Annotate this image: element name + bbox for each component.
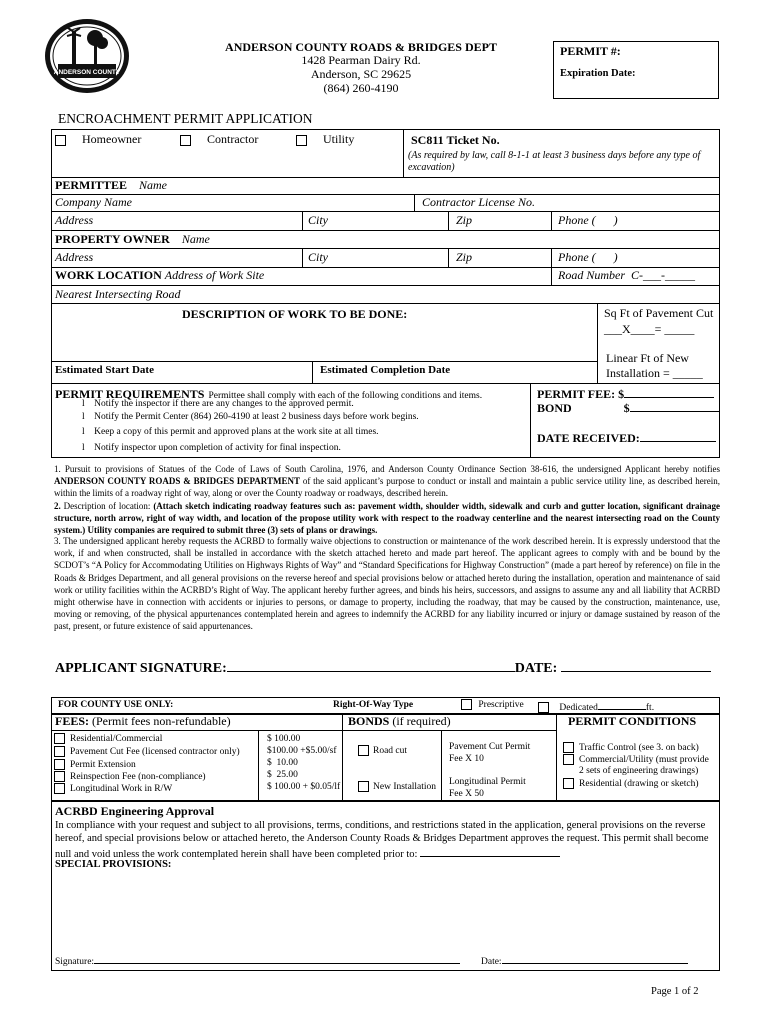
nearest-intersecting-road-field[interactable]: Nearest Intersecting Road bbox=[55, 287, 181, 301]
contractor-label: Contractor bbox=[207, 132, 259, 146]
form-title: ENCROACHMENT PERMIT APPLICATION bbox=[58, 111, 313, 126]
installation-field[interactable]: Installation = _____ bbox=[606, 366, 703, 380]
fee-amount: $100.00 +$5.00/sf bbox=[267, 746, 337, 756]
requirement-item: l Notify the Permit Center (864) 260-4190 at least 2 business days before work begins. bbox=[82, 412, 419, 422]
owner-address-field[interactable]: Address bbox=[55, 250, 94, 264]
utility-checkbox[interactable] bbox=[296, 135, 307, 146]
fee-amount: $ 100.00 + $0.05/lf bbox=[267, 782, 341, 792]
requirements-label: PERMIT REQUIREMENTS bbox=[55, 387, 205, 401]
description-area[interactable] bbox=[52, 323, 596, 361]
dept-address-2: Anderson, SC 29625 bbox=[310, 67, 412, 81]
approval-heading: ACRBD Engineering Approval bbox=[55, 804, 215, 818]
dept-phone: (864) 260-4190 bbox=[323, 81, 399, 95]
homeowner-label: Homeowner bbox=[82, 132, 142, 146]
applicant-type-utility[interactable] bbox=[296, 132, 354, 147]
fee-row[interactable]: Residential/Commercial bbox=[54, 733, 162, 744]
approval-text: In compliance with your request and subject to all provisions, terms, conditions, and restrictions stated in the application, general provisions on the reverse hereof, and special provisions below or attached hereto, the Anderson County Roads & Bridges Department approves the request. This permit shall become null and void unless the work contemplated herein shall have been completed prior to: bbox=[55, 820, 709, 860]
svg-text:ANDERSON COUNTY: ANDERSON COUNTY bbox=[53, 69, 121, 76]
fee-amount: $ 100.00 bbox=[267, 734, 301, 744]
company-name-field[interactable]: Company Name bbox=[55, 195, 132, 209]
permittee-address-field[interactable]: Address bbox=[55, 213, 94, 227]
est-start-date-field[interactable]: Estimated Start Date bbox=[55, 364, 154, 376]
road-number-field[interactable]: Road Number C-___-_____ bbox=[558, 268, 695, 282]
owner-row bbox=[55, 232, 210, 247]
fee-row[interactable]: Pavement Cut Fee (licensed contractor only) bbox=[54, 746, 240, 757]
row-type-label: Right-Of-Way Type bbox=[333, 700, 414, 710]
contractor-checkbox[interactable] bbox=[180, 135, 191, 146]
requirement-item: l Notify the inspector if there are any changes to the approved permit. bbox=[82, 399, 354, 409]
applicant-type-homeowner[interactable] bbox=[55, 132, 141, 147]
dept-address-1: 1428 Pearman Dairy Rd. bbox=[301, 53, 421, 67]
utility-label: Utility bbox=[323, 132, 355, 146]
fees-heading: FEES: (Permit fees non-refundable) bbox=[55, 714, 231, 728]
est-completion-date-field[interactable]: Estimated Completion Date bbox=[320, 364, 451, 376]
fee-amount: $ 25.00 bbox=[267, 770, 298, 780]
permittee-city-field[interactable]: City bbox=[308, 213, 328, 227]
description-label: DESCRIPTION OF WORK TO BE DONE: bbox=[182, 307, 408, 321]
terms-paragraph-1: 1. Pursuit to provisions of Statues of the Code of Laws of South Carolina, 1976, and Anderson County Ordinance Section 38-616, the undersigned Applicant hereby notifies ANDERSON COUNTY ROADS & BRIDGES DEPARTMENT of the said applicant’s purpose to conduct or install and maintain a public service utility line, as described herein, within the limits of a roadway right of way, along or over the County roadway or roadways, described herein. bbox=[54, 464, 720, 499]
fee-row[interactable]: Longitudinal Work in R/W bbox=[54, 783, 172, 794]
expiration-date-label: Expiration Date: bbox=[560, 68, 636, 79]
condition-residential[interactable]: Residential (drawing or sketch) bbox=[563, 778, 699, 789]
work-location-row[interactable] bbox=[55, 268, 264, 283]
sq-ft-formula[interactable]: ___X____= _____ bbox=[604, 322, 695, 336]
fee-row[interactable]: Permit Extension bbox=[54, 759, 136, 770]
owner-name-label[interactable]: Name bbox=[181, 232, 210, 246]
requirement-item: l Notify inspector upon completion of activity for final inspection. bbox=[82, 443, 341, 453]
special-provisions-label: SPECIAL PROVISIONS: bbox=[55, 859, 172, 870]
date-received-field[interactable]: DATE RECEIVED: bbox=[537, 429, 716, 446]
condition-commercial-utility[interactable]: Commercial/Utility (must provide bbox=[563, 754, 709, 765]
terms-paragraph-2: 2. Description of location: (Attach sketch indicating roadway features such as: pavement width, shoulder width, sidewalk and curb and gutter location, significant drainage structure, north arrow, right of way width, and location of the propose utility work with respect to the roadway centerline and the nearest intersecting road on the County system.) Utility companies are required to submit three (3) sets of plans or drawings. bbox=[54, 501, 720, 536]
bond-field[interactable]: BOND $ bbox=[537, 399, 720, 416]
sc811-note: (As required by law, call 8-1-1 at least 3 business days before any type of excavation) bbox=[408, 150, 701, 173]
dedicated-option[interactable]: Dedicated ft. bbox=[538, 699, 654, 714]
applicant-signature-line[interactable]: APPLICANT SIGNATURE: DATE: bbox=[55, 657, 711, 677]
pavement-cut-permit-fee: Pavement Cut Permit Fee X 10 bbox=[449, 742, 531, 764]
permittee-zip-field[interactable]: Zip bbox=[456, 213, 473, 227]
terms-paragraph-3: 3. The undersigned applicant hereby requests the ACRBD to formally waive objections to construction or maintenance of the work described herein. It is expressly understood that the work, if and when constructed, shall be installed in accordance with the sketch attached hereto and made part hereof. The applicant agrees to comply with and be bound by the SCDOT’s “A Policy for Accommodating Utilities on Highways Rights of Way” and “Standard Specifications for Highway Construction” (made a part hereof by reference) on file in the Roads & Bridges Department, and all general provisions on the reverse hereof and special provisions below or attached hereto during the installation, operation and maintenance of said work or utility facilities within the ACRBD’s Right of Way. The applicant hereby further agrees, and binds his heirs, successors, and assigns to assume any and all liability that ACRBD might otherwise have in connection with accidents or injuries to persons, or damage to property, including the roadway, that may be caused by the construction, maintenance, use, moving or removing, of the physical appurtenances contemplated herein and agrees to indemnify the ACRBD for any liability incurred or injury or damage sustained by reason of the past, present, or future existence of said appurtenances. bbox=[54, 536, 720, 632]
longitudinal-permit-fee: Longitudinal Permit Fee X 50 bbox=[449, 777, 526, 799]
applicant-type-contractor[interactable] bbox=[180, 132, 258, 147]
permit-fee-field[interactable]: PERMIT FEE: $ bbox=[537, 385, 714, 402]
requirement-item: l Keep a copy of this permit and approved plans at the work site at all times. bbox=[82, 427, 379, 437]
permit-number-label: PERMIT #: bbox=[560, 44, 621, 58]
fee-row[interactable]: Reinspection Fee (non-compliance) bbox=[54, 771, 206, 782]
owner-phone-field[interactable]: Phone ( ) bbox=[558, 250, 618, 264]
work-location-label: WORK LOCATION bbox=[55, 268, 162, 282]
condition-traffic-control[interactable]: Traffic Control (see 3. on back) bbox=[563, 742, 699, 753]
requirements-intro: Permittee shall comply with each of the following conditions and items. bbox=[208, 391, 483, 401]
prescriptive-option[interactable]: Prescriptive bbox=[461, 699, 524, 710]
road-cut-option[interactable]: Road cut bbox=[358, 745, 407, 756]
permittee-label: PERMITTEE bbox=[55, 178, 128, 192]
fee-amount: $ 10.00 bbox=[267, 758, 298, 768]
permittee-name-label[interactable]: Name bbox=[139, 178, 168, 192]
work-location-desc: Address of Work Site bbox=[164, 268, 265, 282]
contractor-license-field[interactable]: Contractor License No. bbox=[422, 195, 535, 209]
linear-ft-label: Linear Ft of New bbox=[606, 351, 689, 365]
approval-date-line[interactable]: Date: bbox=[481, 953, 688, 967]
permit-conditions-heading: PERMIT CONDITIONS bbox=[568, 714, 697, 728]
owner-label: PROPERTY OWNER bbox=[55, 232, 170, 246]
sc811-label: SC811 Ticket No. bbox=[411, 133, 500, 147]
new-installation-option[interactable]: New Installation bbox=[358, 781, 436, 792]
homeowner-checkbox[interactable] bbox=[55, 135, 66, 146]
permittee-phone-field[interactable]: Phone ( ) bbox=[558, 213, 618, 227]
bonds-heading: BONDS (if required) bbox=[348, 714, 451, 728]
owner-zip-field[interactable]: Zip bbox=[456, 250, 473, 264]
county-use-label: FOR COUNTY USE ONLY: bbox=[58, 700, 174, 710]
owner-city-field[interactable]: City bbox=[308, 250, 328, 264]
approval-signature-line[interactable]: Signature: bbox=[55, 953, 460, 967]
dept-name: ANDERSON COUNTY ROADS & BRIDGES DEPT bbox=[225, 40, 497, 54]
permittee-row bbox=[55, 178, 167, 193]
condition-commercial-note: 2 sets of engineering drawings) bbox=[579, 766, 699, 776]
sq-ft-label: Sq Ft of Pavement Cut bbox=[604, 306, 714, 320]
page-number: Page 1 of 2 bbox=[651, 986, 699, 997]
